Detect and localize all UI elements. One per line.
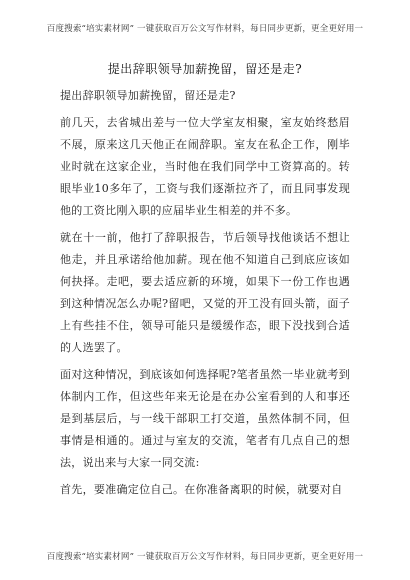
document-title: 提出辞职领导加薪挽留，留还是走? — [107, 62, 303, 76]
paragraph: 首先，要准确定位自己。在你准备离职的时候，就要对自 — [60, 483, 343, 496]
document-body — [60, 85, 350, 506]
paragraph: 提出辞职领导加薪挽留，留还是走? — [60, 89, 236, 102]
paragraph: 面对这种情况，到底该如何选择呢?笔者虽然一毕业就考到体制内工作，但这些年来无论是在办公室看到的人和事还是到基层后，与一线干部职工打交道，虽然体制不同，但事情是相通的。通过与室友的交流，笔者有几点自己的想法，说出来与大家一同交流: — [60, 368, 350, 469]
paragraph: 就在十一前，他打了辞职报告，节后领导找他谈话不想让他走，并且承诺给他加薪。现在他不知道自己到底应该如何抉择。走吧，要去适应新的环境，如果下一份工作也遇到这种情况怎么办呢?留吧，又觉的开工没有回头箭，面子上有些挂不住，领导可能只是缓缓作态，眼下没找到合适的人选罢了。 — [60, 231, 350, 354]
page-header: 百度搜索“培实素材网” 一键获取百万公文写作材料，每日同步更新，更全更好用一 — [46, 24, 364, 34]
page-footer: 百度搜索“培实素材网” 一键获取百万公文写作材料，每日同步更新，更全更好用一 — [46, 552, 364, 562]
paragraph: 前几天，去省城出差与一位大学室友相聚，室友始终愁眉不展，原来这几天他正在闹辞职。室友在私企工作，刚毕业时就在这家企业，当时他在我们同学中工资算高的。转眼毕业10多年了，工资与我们逐渐拉齐了，而且同事发现他的工资比刚入职的应届毕业生相差的并不多。 — [60, 116, 350, 217]
